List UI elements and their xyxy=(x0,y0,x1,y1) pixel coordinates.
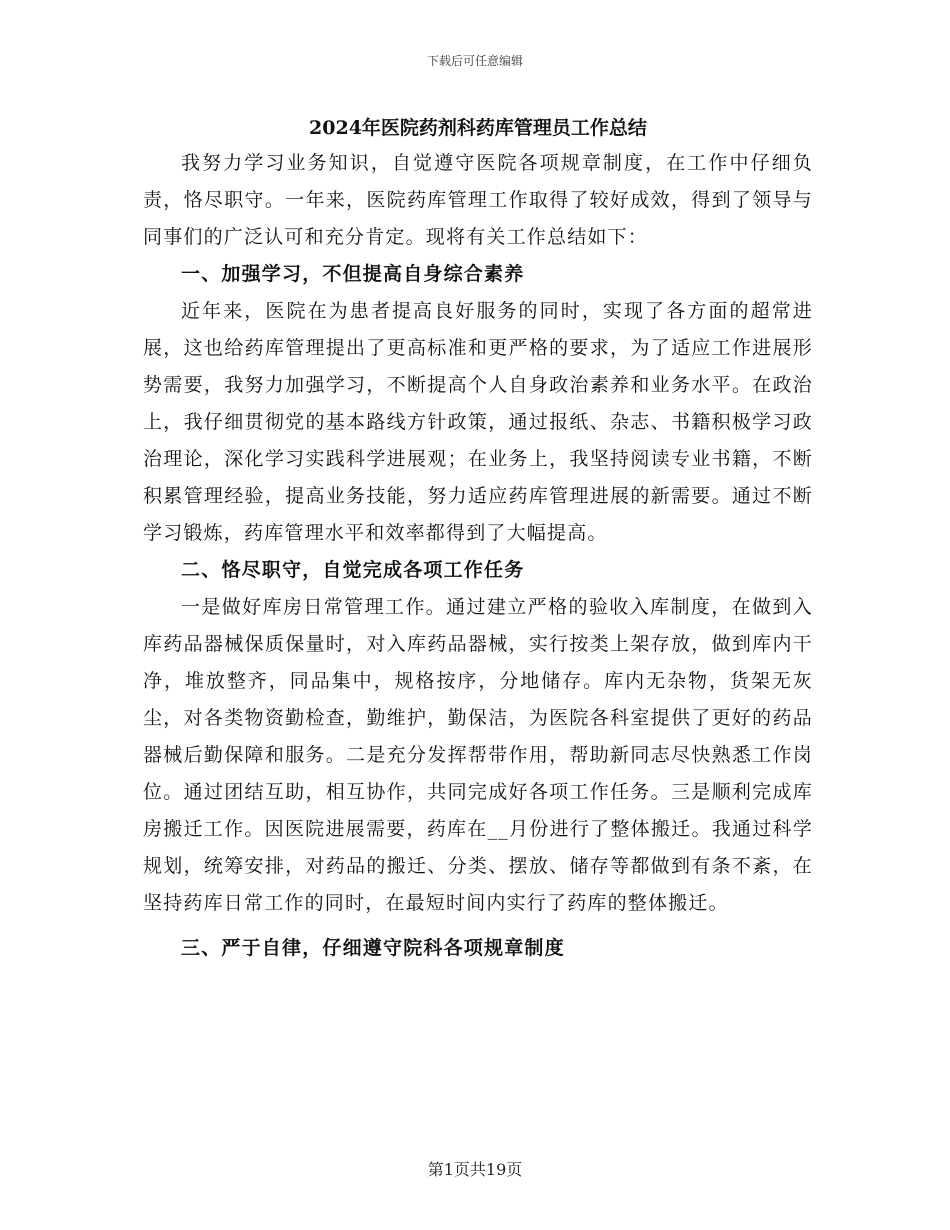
section-heading-3: 三、严于自律，仔细遵守院科各项规章制度 xyxy=(181,937,565,959)
section-heading-1: 一、加强学习，不但提高自身综合素养 xyxy=(181,263,525,285)
section-paragraph-2: 一是做好库房日常管理工作。通过建立严格的验收入库制度，在做到入库药品器械保质保量时，对入库药品器械，实行按类上架存放，做到库内干净，堆放整齐，同品集中，规格按序，分地储存。库内无杂物，货架无灰尘，对各类物资勤检查，勤维护，勤保洁，为医院各科室提供了更好的药品器械后勤保障和服务。二是充分发挥帮带作用，帮助新同志尽快熟悉工作岗位。通过团结互助，相互协作，共同完成好各项工作任务。三是顺利完成库房搬迁工作。因医院进展需要，药库在__月份进行了整体搬迁。我通过科学规划，统筹安排，对药品的搬迁、分类、摆放、储存等都做到有条不紊，在坚持药库日常工作的同时，在最短时间内实行了药库的整体搬迁。 xyxy=(143,596,813,914)
section-heading-2: 二、恪尽职守，自觉完成各项工作任务 xyxy=(181,559,525,581)
intro-paragraph: 我努力学习业务知识，自觉遵守医院各项规章制度，在工作中仔细负责，恪尽职守。一年来，医院药库管理工作取得了较好成效，得到了领导与同事们的广泛认可和充分肯定。现将有关工作总结如下： xyxy=(143,152,813,248)
document-body xyxy=(143,115,813,967)
document-title: 2024年医院药剂科药库管理员工作总结 xyxy=(309,117,647,139)
page-number: 第1页共19页 xyxy=(427,1160,523,1179)
page-header-note: 下载后可任意编辑 xyxy=(426,54,523,68)
section-paragraph-1: 近年来，医院在为患者提高良好服务的同时，实现了各方面的超常进展，这也给药库管理提出了更高标准和更严格的要求，为了适应工作进展形势需要，我努力加强学习，不断提高个人自身政治素养和业务水平。在政治上，我仔细贯彻党的基本路线方针政策，通过报纸、杂志、书籍积极学习政治理论，深化学习实践科学进展观；在业务上，我坚持阅读专业书籍，不断积累管理经验，提高业务技能，努力适应药库管理进展的新需要。通过不断学习锻炼，药库管理水平和效率都得到了大幅提高。 xyxy=(143,300,813,544)
